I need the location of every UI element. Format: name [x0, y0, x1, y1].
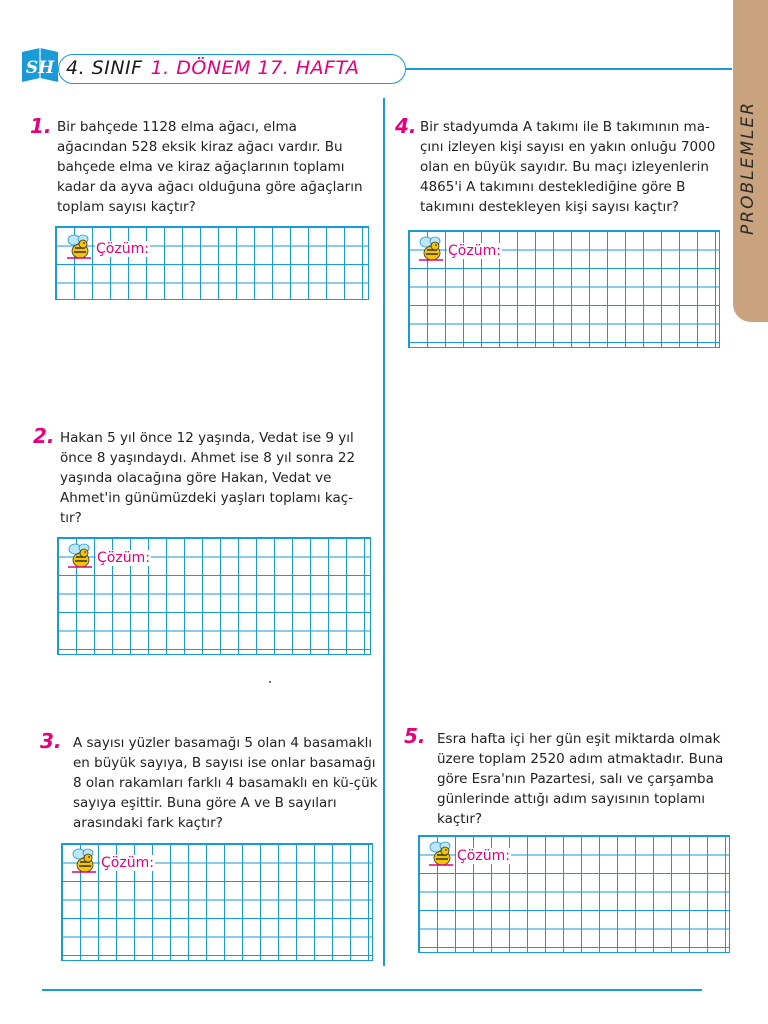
problem-number: 1.	[30, 114, 52, 138]
problem-text: Esra hafta içi her gün eşit miktarda olmak üzere toplam 2520 adım atmaktadır. Buna göre Esra'nın Pazartesi, salı ve çarşamba günlerinde attığı adım sayısının toplamı kaçtır?	[437, 731, 724, 827]
problem-text: Bir bahçede 1128 elma ağacı, elma ağacından 528 eksik kiraz ağacı vardır. Bu bahçede elma ve kiraz ağaçlarının toplamı kadar da ayva ağacı olduğuna göre ağaçların toplam sayısı kaçtır?	[57, 119, 363, 215]
term-label: 1. DÖNEM 17. HAFTA	[150, 57, 360, 79]
bee-icon	[69, 845, 99, 875]
solution-label: Çözüm:	[448, 243, 501, 259]
book-logo-icon	[19, 46, 61, 86]
bottom-rule	[42, 989, 702, 991]
problem-number: 5.	[404, 724, 426, 748]
solution-label: Çözüm:	[101, 855, 154, 871]
solution-label: Çözüm:	[96, 241, 149, 257]
bee-icon	[64, 231, 94, 261]
problem-text: A sayısı yüzler basamağı 5 olan 4 basamaklı en büyük sayıya, B sayısı ise onlar basamağı 8 olan rakamları farklı 4 basamaklı en kü-çük sayıya eşittir. Buna göre A ve B sayıları arasındaki fark kaçtır?	[73, 735, 378, 831]
logo-text: SH	[25, 58, 55, 78]
solution-grid[interactable]	[55, 226, 369, 300]
solution-label: Çözüm:	[457, 848, 510, 864]
stray-dot	[269, 681, 271, 683]
page-title	[66, 57, 359, 79]
bee-icon	[65, 540, 95, 570]
problem-number: 4.	[395, 114, 417, 138]
bee-icon	[416, 233, 446, 263]
problem-number: 3.	[40, 729, 62, 753]
problem-text: Hakan 5 yıl önce 12 yaşında, Vedat ise 9 yıl önce 8 yaşındaydı. Ahmet ise 8 yıl sonra 22 yaşında olacağına göre Hakan, Vedat ve Ahmet'in günümüzdeki yaşları toplamı kaç-tır?	[60, 430, 356, 526]
problem-number: 2.	[33, 424, 55, 448]
grade-label: 4. SINIF	[66, 57, 143, 79]
bee-icon	[426, 838, 456, 868]
section-tab-label: PROBLEMLER	[738, 101, 758, 236]
solution-label: Çözüm:	[97, 550, 150, 566]
column-divider	[383, 98, 385, 966]
problem-text: Bir stadyumda A takımı ile B takımının ma-çını izleyen kişi sayısı en yakın onluğu 7000 olan en büyük sayıdır. Bu maçı izleyenlerin 4865'i A takımını desteklediğine göre B takımını destekleyen kişi sayısı kaçtır?	[420, 119, 716, 215]
header-rule	[406, 68, 732, 70]
